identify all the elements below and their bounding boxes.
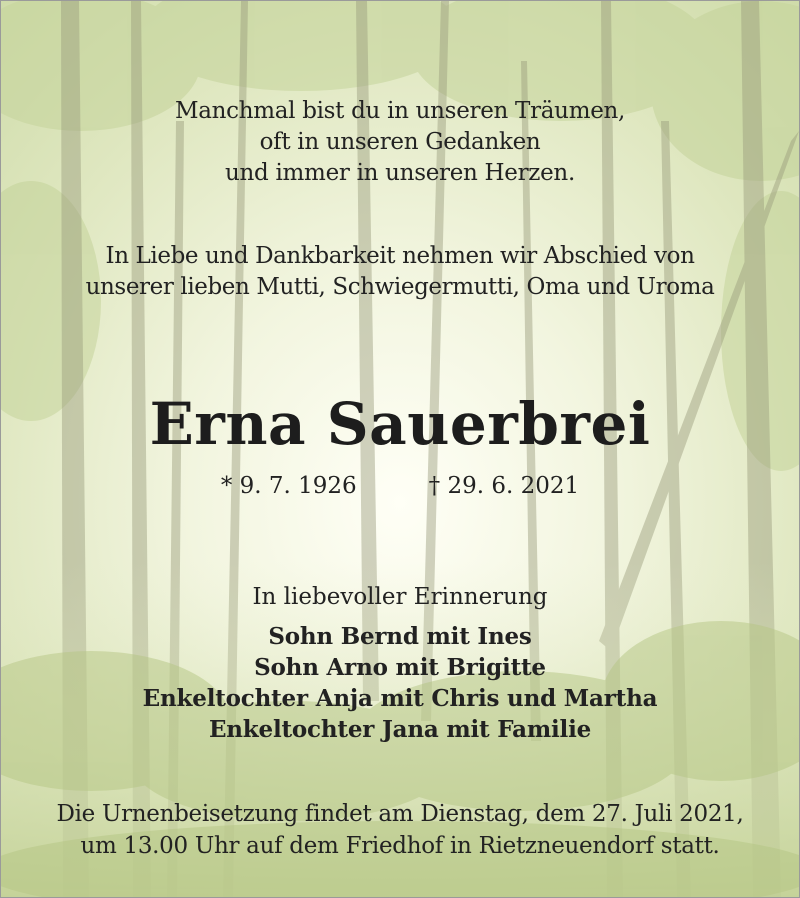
mourner-entry: Sohn Bernd mit Ines — [268, 623, 532, 650]
birth-date: * 9. 7. 1926 — [220, 473, 357, 499]
verse-line: oft in unseren Gedanken — [259, 129, 541, 155]
remembrance-heading: In liebevoller Erinnerung — [252, 584, 548, 610]
mourner-entry: Enkeltochter Jana mit Familie — [208, 716, 592, 743]
verse — [1, 96, 799, 189]
mourner-entry: Enkeltochter Anja mit Chris und Martha — [142, 685, 658, 712]
verse-line: Manchmal bist du in unseren Träumen, — [174, 98, 626, 124]
funeral-line: um 13.00 Uhr auf dem Friedhof in Rietzneuendorf statt. — [80, 833, 720, 859]
intro-line: In Liebe und Dankbarkeit nehmen wir Abschied von — [105, 243, 695, 269]
death-date: † 29. 6. 2021 — [428, 473, 580, 499]
farewell-intro — [1, 241, 799, 303]
funeral-info — [1, 798, 799, 862]
funeral-line: Die Urnenbeisetzung findet am Dienstag, dem 27. Juli 2021, — [56, 801, 744, 827]
deceased-name: Erna Sauerbrei — [149, 390, 651, 458]
mourner-entry: Sohn Arno mit Brigitte — [254, 654, 546, 681]
intro-line: unserer lieben Mutti, Schwiegermutti, Oma und Uroma — [85, 274, 715, 300]
life-dates — [1, 471, 799, 501]
verse-line: und immer in unseren Herzen. — [225, 160, 575, 186]
mourners-list — [1, 621, 799, 745]
